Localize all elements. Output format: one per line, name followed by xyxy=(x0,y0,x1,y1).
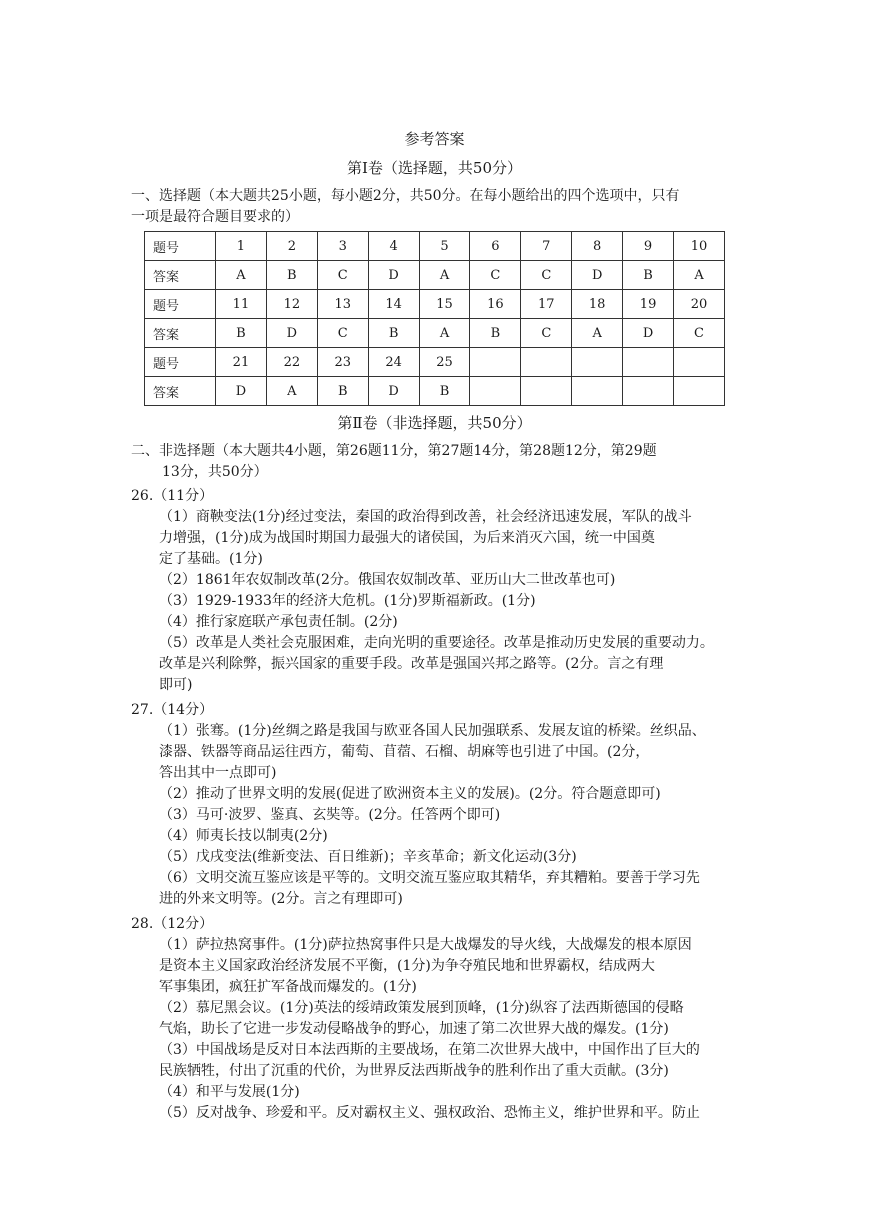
row-label-question: 题号 xyxy=(145,290,216,319)
row-label-question: 题号 xyxy=(145,232,216,261)
answer-cell: A xyxy=(419,319,470,348)
answer-line: 即可) xyxy=(159,677,193,693)
answer-cell: D xyxy=(572,261,623,290)
answer-cell: A xyxy=(674,261,725,290)
empty-cell xyxy=(470,377,521,406)
answer-line: 进的外来文明等。(2分。言之有理即可) xyxy=(159,891,403,907)
part2-heading: 第Ⅱ卷（非选择题，共50分） xyxy=(337,414,532,432)
answer-cell: C xyxy=(317,319,368,348)
answer-cell: B xyxy=(623,261,674,290)
part1-intro-line: 一、选择题（本大题共25小题，每小题2分，共50分。在每小题给出的四个选项中，只有 xyxy=(131,188,680,204)
answer-item xyxy=(131,1103,743,1124)
answer-line: （2）慕尼黑会议。(1分)英法的绥靖政策发展到顶峰，(1分)纵容了法西斯德国的侵略 xyxy=(159,1000,684,1016)
table-row xyxy=(145,290,725,319)
answer-item xyxy=(131,721,743,784)
answer-line: （2）推动了世界文明的发展(促进了欧洲资本主义的发展)。(2分。符合题意即可) xyxy=(159,786,661,802)
question-number: 24 xyxy=(368,348,419,377)
answer-item xyxy=(131,868,743,910)
answer-line: 民族牺牲，付出了沉重的代价，为世界反法西斯战争的胜利作出了重大贡献。(3分) xyxy=(159,1063,669,1079)
answer-cell: A xyxy=(419,261,470,290)
answer-cell: C xyxy=(521,319,572,348)
answer-line: （5）改革是人类社会克服困难，走向光明的重要途径。改革是推动历史发展的重要动力。 xyxy=(159,635,714,651)
answer-cell: D xyxy=(266,319,317,348)
answer-table xyxy=(144,231,725,406)
answer-cell: B xyxy=(266,261,317,290)
question-number: 19 xyxy=(623,290,674,319)
answer-cell: D xyxy=(368,261,419,290)
answer-line: （1）萨拉热窝事件。(1分)萨拉热窝事件只是大战爆发的导火线，大战爆发的根本原因 xyxy=(159,937,692,953)
answer-item xyxy=(131,805,743,826)
answer-cell: C xyxy=(674,319,725,348)
answer-line: （5）反对战争、珍爱和平。反对霸权主义、强权政治、恐怖主义，维护世界和平。防止 xyxy=(159,1105,700,1121)
question-header: 26.（11分） xyxy=(131,488,214,504)
answer-line: （4）推行家庭联产承包责任制。(2分) xyxy=(159,614,398,630)
question-number: 20 xyxy=(674,290,725,319)
answer-line: （1）商鞅变法(1分)经过变法，秦国的政治得到改善，社会经济迅速发展，军队的战斗 xyxy=(159,509,692,525)
part1-intro-line: 一项是最符合题目要求的） xyxy=(131,209,299,225)
answer-cell: C xyxy=(317,261,368,290)
question-number: 8 xyxy=(572,232,623,261)
answer-cell: B xyxy=(317,377,368,406)
answer-line: （4）师夷长技以制夷(2分) xyxy=(159,828,328,844)
answer-line: 是资本主义国家政治经济发展不平衡，(1分)为争夺殖民地和世界霸权，结成两大 xyxy=(159,958,655,974)
question-number: 25 xyxy=(419,348,470,377)
answer-line: 气焰，助长了它进一步发动侵略战争的野心，加速了第二次世界大战的爆发。(1分) xyxy=(159,1021,669,1037)
question-number: 10 xyxy=(674,232,725,261)
answer-line: （3）1929-1933年的经济大危机。(1分)罗斯福新政。(1分) xyxy=(159,593,536,609)
table-row xyxy=(145,348,725,377)
answer-item xyxy=(131,1082,743,1103)
table-row xyxy=(145,377,725,406)
answers-section xyxy=(131,486,743,1124)
answer-line: （6）文明交流互鉴应该是平等的。文明交流互鉴应取其精华，弃其糟粕。要善于学习先 xyxy=(159,870,700,886)
question-number: 17 xyxy=(521,290,572,319)
question-number: 21 xyxy=(216,348,267,377)
answer-item xyxy=(131,570,743,591)
answer-cell: A xyxy=(572,319,623,348)
table-row xyxy=(145,319,725,348)
answer-line: （3）中国战场是反对日本法西斯的主要战场，在第二次世界大战中，中国作出了巨大的 xyxy=(159,1042,700,1058)
answer-item xyxy=(131,826,743,847)
question-number: 16 xyxy=(470,290,521,319)
question-number: 5 xyxy=(419,232,470,261)
answer-item xyxy=(131,591,743,612)
answer-line: （1）张骞。(1分)丝绸之路是我国与欧亚各国人民加强联系、发展友谊的桥梁。丝织品、 xyxy=(159,723,706,739)
answer-line: 定了基础。(1分) xyxy=(159,551,263,567)
answer-item xyxy=(131,1040,743,1082)
answer-line: 答出其中一点即可) xyxy=(159,765,277,781)
table-row xyxy=(145,232,725,261)
question-number: 15 xyxy=(419,290,470,319)
question-number: 3 xyxy=(317,232,368,261)
question-number: 7 xyxy=(521,232,572,261)
question-number: 6 xyxy=(470,232,521,261)
empty-cell xyxy=(623,348,674,377)
answer-cell: D xyxy=(368,377,419,406)
row-label-question: 题号 xyxy=(145,348,216,377)
question-header: 28.（12分） xyxy=(131,916,214,932)
answer-cell: A xyxy=(216,261,267,290)
question-number: 14 xyxy=(368,290,419,319)
answer-cell: B xyxy=(470,319,521,348)
answer-cell: A xyxy=(266,377,317,406)
answer-line: （3）马可·波罗、鉴真、玄奘等。(2分。任答两个即可) xyxy=(159,807,501,823)
question-number: 18 xyxy=(572,290,623,319)
part1-heading: 第Ⅰ卷（选择题，共50分） xyxy=(346,159,522,177)
answer-item xyxy=(131,784,743,805)
question-number: 2 xyxy=(266,232,317,261)
empty-cell xyxy=(674,377,725,406)
empty-cell xyxy=(572,348,623,377)
row-label-answer: 答案 xyxy=(145,319,216,348)
answer-cell: B xyxy=(368,319,419,348)
answer-cell: B xyxy=(216,319,267,348)
row-label-answer: 答案 xyxy=(145,261,216,290)
question-number: 13 xyxy=(317,290,368,319)
answer-line: 军事集团，疯狂扩军备战而爆发的。(1分) xyxy=(159,979,417,995)
part2-intro xyxy=(131,441,743,483)
answer-item xyxy=(131,612,743,633)
answer-item xyxy=(131,633,743,696)
empty-cell xyxy=(521,348,572,377)
answer-line: 力增强，(1分)成为战国时期国力最强大的诸侯国，为后来消灭六国，统一中国奠 xyxy=(159,530,655,546)
question-number: 4 xyxy=(368,232,419,261)
answer-item xyxy=(131,507,743,570)
answer-item xyxy=(131,847,743,868)
answer-cell: D xyxy=(623,319,674,348)
part1-intro xyxy=(131,186,743,228)
answer-item xyxy=(131,998,743,1040)
empty-cell xyxy=(623,377,674,406)
row-label-answer: 答案 xyxy=(145,377,216,406)
empty-cell xyxy=(521,377,572,406)
empty-cell xyxy=(674,348,725,377)
question-number: 23 xyxy=(317,348,368,377)
question-number: 22 xyxy=(266,348,317,377)
table-row xyxy=(145,261,725,290)
question-number: 1 xyxy=(216,232,267,261)
part2-intro-line: 二、非选择题（本大题共4小题，第26题11分，第27题14分，第28题12分，第29题 xyxy=(131,443,657,459)
answer-line: 漆器、铁器等商品运往西方，葡萄、苜蓿、石榴、胡麻等也引进了中国。(2分， xyxy=(159,744,650,760)
answer-cell: D xyxy=(216,377,267,406)
answer-cell: C xyxy=(470,261,521,290)
question-number: 11 xyxy=(216,290,267,319)
answer-line: （5）戊戌变法(维新变法、百日维新)；辛亥革命；新文化运动(3分) xyxy=(159,849,577,865)
answer-cell: C xyxy=(521,261,572,290)
empty-cell xyxy=(572,377,623,406)
answer-line: （2）1861年农奴制改革(2分。俄国农奴制改革、亚历山大二世改革也可) xyxy=(159,572,616,588)
answer-line: 改革是兴利除弊，振兴国家的重要手段。改革是强国兴邦之路等。(2分。言之有理 xyxy=(159,656,664,672)
part2-intro-line: 13分，共50分） xyxy=(162,464,268,480)
page-title: 参考答案 xyxy=(404,130,465,148)
question-header: 27.（14分） xyxy=(131,702,214,718)
answer-item xyxy=(131,935,743,998)
question-number: 12 xyxy=(266,290,317,319)
empty-cell xyxy=(470,348,521,377)
answer-cell: B xyxy=(419,377,470,406)
question-number: 9 xyxy=(623,232,674,261)
answer-line: （4）和平与发展(1分) xyxy=(159,1084,300,1100)
